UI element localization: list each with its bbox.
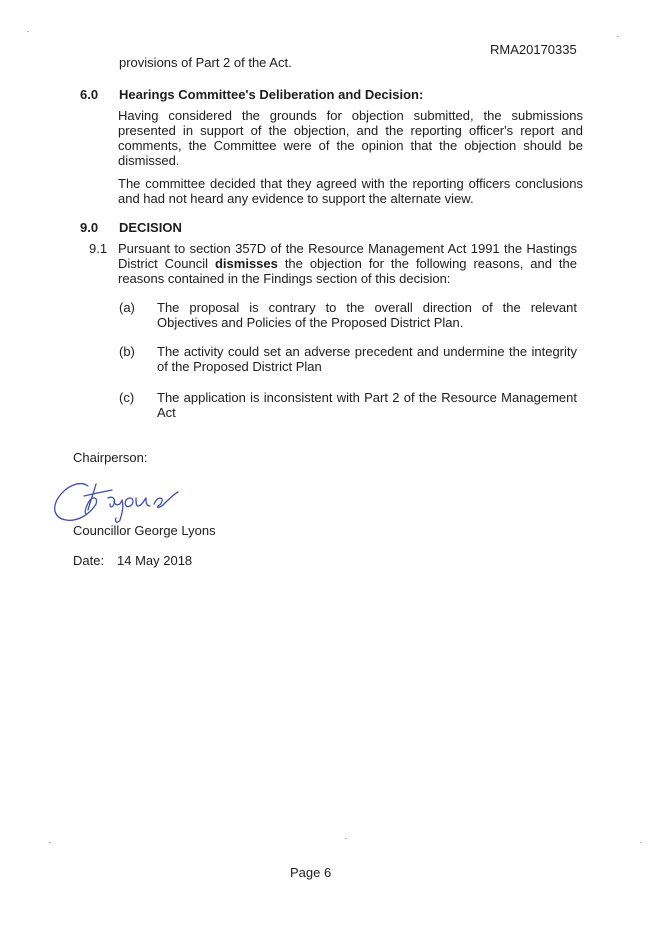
reference-number: RMA20170335 [490, 42, 577, 57]
date-value: 14 May 2018 [117, 553, 193, 568]
handwritten-signature [50, 476, 200, 526]
scan-speck [640, 842, 642, 843]
reason-a-label: (a) [119, 300, 135, 315]
section-9-title: DECISION [119, 220, 182, 235]
subsection-9-1-number: 9.1 [89, 241, 108, 256]
signer-name: Councillor George Lyons [73, 523, 216, 538]
scan-speck [345, 838, 347, 839]
reason-a-text: The proposal is contrary to the overall direction of the relevant Objectives and Policies of the Proposed District Plan. [157, 300, 577, 330]
scan-speck [617, 36, 619, 37]
scan-speck [49, 842, 51, 843]
section-6-number: 6.0 [80, 87, 99, 102]
section-9-number: 9.0 [80, 220, 99, 235]
continuation-text: provisions of Part 2 of the Act. [119, 55, 292, 70]
section-6-paragraph-1: Having considered the grounds for objection submitted, the submissions presented in support of the objection, and the reporting officer's report and comments, the Committee were of the opinion that the objection should be dismissed. [118, 108, 583, 168]
scan-speck [27, 31, 29, 32]
dismisses-emphasis: dismisses [214, 256, 278, 271]
section-6-title: Hearings Committee's Deliberation and Decision: [119, 87, 424, 102]
subsection-9-1-text-start: Pursuant to section 357D of the Resource Management Act 1991 the Hastings District Council [118, 241, 577, 271]
section-6-paragraph-2: The committee decided that they agreed with the reporting officers conclusions and had not heard any evidence to support the alternate view. [118, 176, 583, 206]
date-label: Date: [73, 553, 105, 568]
reason-c-text: The application is inconsistent with Part 2 of the Resource Management Act [157, 390, 577, 420]
reason-b-text: The activity could set an adverse precedent and undermine the integrity of the Proposed District Plan [157, 344, 577, 374]
reason-b-label: (b) [119, 344, 135, 359]
subsection-9-1-text [118, 241, 577, 286]
chairperson-label: Chairperson: [73, 450, 148, 465]
reason-c-label: (c) [119, 390, 135, 405]
page-number: Page 6 [290, 865, 332, 880]
subsection-9-1-text-end: the objection for the following reasons, and the reasons contained in the Findings section of this decision: [118, 256, 577, 286]
